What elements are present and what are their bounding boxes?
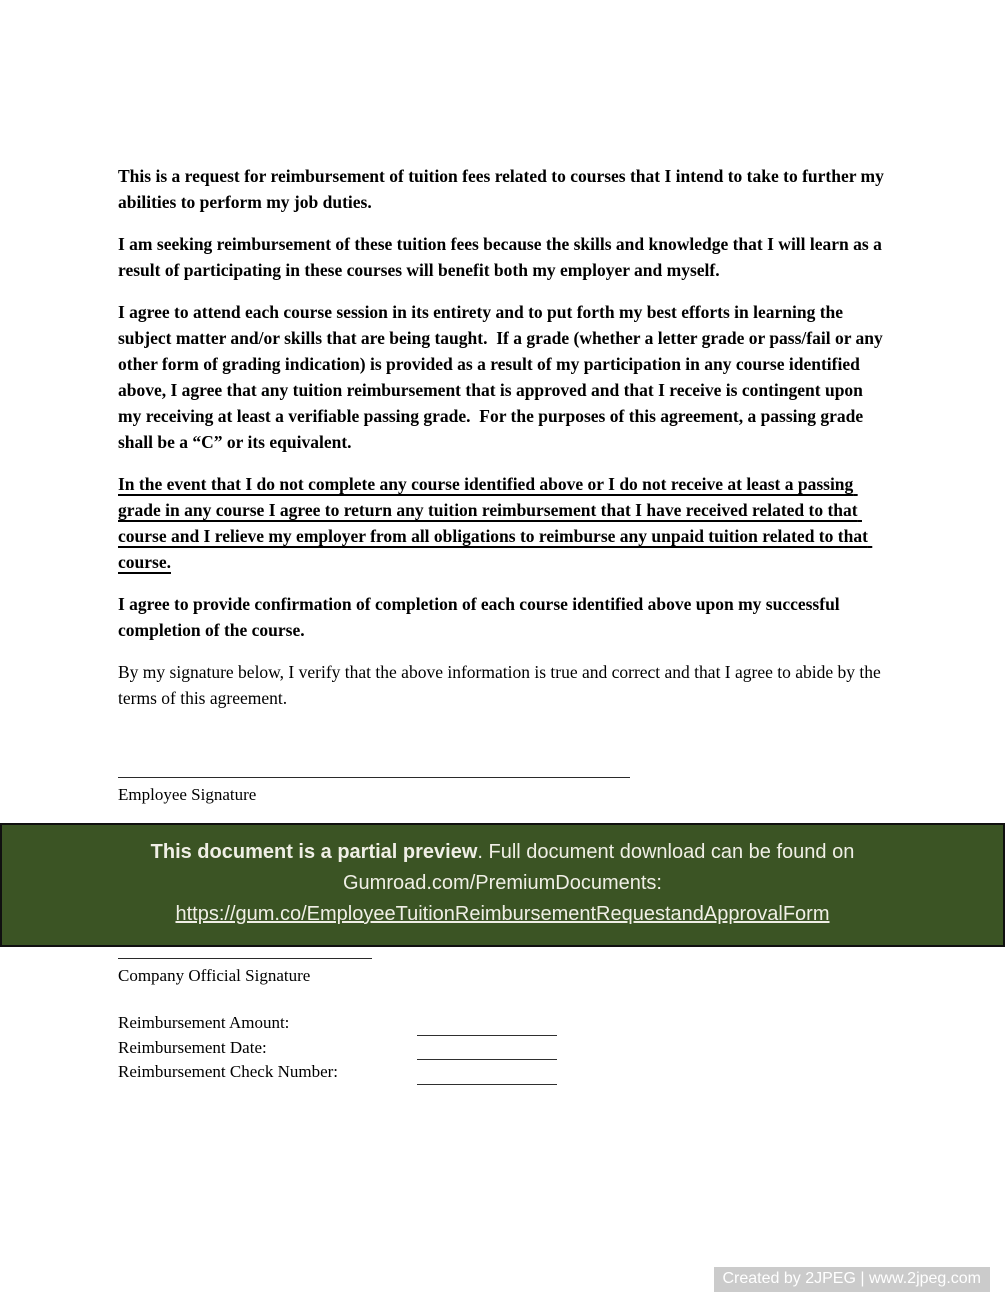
agreement-paragraph-3: I agree to attend each course session in its entirety and to put forth my best efforts in learning the subject matter and/or skills that are being taught. If a grade (whether a letter grade or pass/fail or any other form of grading indication) is provided as a result of my participation in any course identified above, I agree that any tuition reimbursement that is approved and that I receive is contingent upon my receiving at least a verifiable passing grade. For the purposes of this agreement, a passing grade shall be a “C” or its equivalent. — [118, 302, 888, 452]
agreement-paragraph-2: I am seeking reimbursement of these tuition fees because the skills and knowledge that I will learn as a result of participating in these courses will benefit both my employer and myself. — [118, 234, 887, 280]
agreement-paragraph-6: By my signature below, I verify that the above information is true and correct and that I agree to abide by the terms of this agreement. — [118, 662, 886, 708]
reimbursement-amount-blank-line — [417, 1015, 557, 1036]
reimbursement-amount-label: Reimbursement Amount: — [118, 1013, 290, 1032]
agreement-paragraph-4-underlined: In the event that I do not complete any course identified above or I do not receive at least a passing grade in any course I agree to return any tuition reimbursement that I have received related to that course and I relieve my employer from all obligations to reimburse any unpaid tuition related to that course. — [118, 474, 873, 572]
company-signature-line — [118, 958, 372, 959]
reimbursement-check-number-label: Reimbursement Check Number: — [118, 1062, 339, 1081]
agreement-paragraph-1: This is a request for reimbursement of tuition fees related to courses that I intend to take to further my abilities to perform my job duties. — [118, 166, 889, 212]
reimbursement-fields — [118, 1011, 888, 1085]
banner-bold-text: This document is a partial preview — [150, 841, 478, 863]
field-row-amount — [118, 1011, 888, 1036]
reimbursement-date-blank-line — [417, 1039, 557, 1060]
reimbursement-date-label: Reimbursement Date: — [118, 1037, 267, 1057]
gumroad-link[interactable]: https://gum.co/EmployeeTuitionReimbursementRequestandApprovalForm — [175, 903, 830, 925]
reimbursement-check-number-blank-line — [417, 1064, 557, 1085]
watermark: Created by 2JPEG | www.2jpeg.com — [714, 1267, 991, 1292]
agreement-paragraph-5: I agree to provide confirmation of completion of each course identified above upon my successful completion of the course. — [118, 594, 845, 640]
banner-text-line2: Gumroad.com/PremiumDocuments: — [343, 872, 662, 894]
preview-banner — [0, 823, 1005, 947]
banner-regular-text: . Full document download can be found on — [477, 841, 855, 863]
employee-signature-label: Employee Signature — [118, 785, 257, 804]
field-row-date — [118, 1036, 888, 1061]
company-signature-label: Company Official Signature — [118, 966, 311, 985]
field-row-check-number — [118, 1060, 888, 1085]
employee-signature-line — [118, 777, 630, 778]
banner-text-line1 — [32, 837, 973, 868]
